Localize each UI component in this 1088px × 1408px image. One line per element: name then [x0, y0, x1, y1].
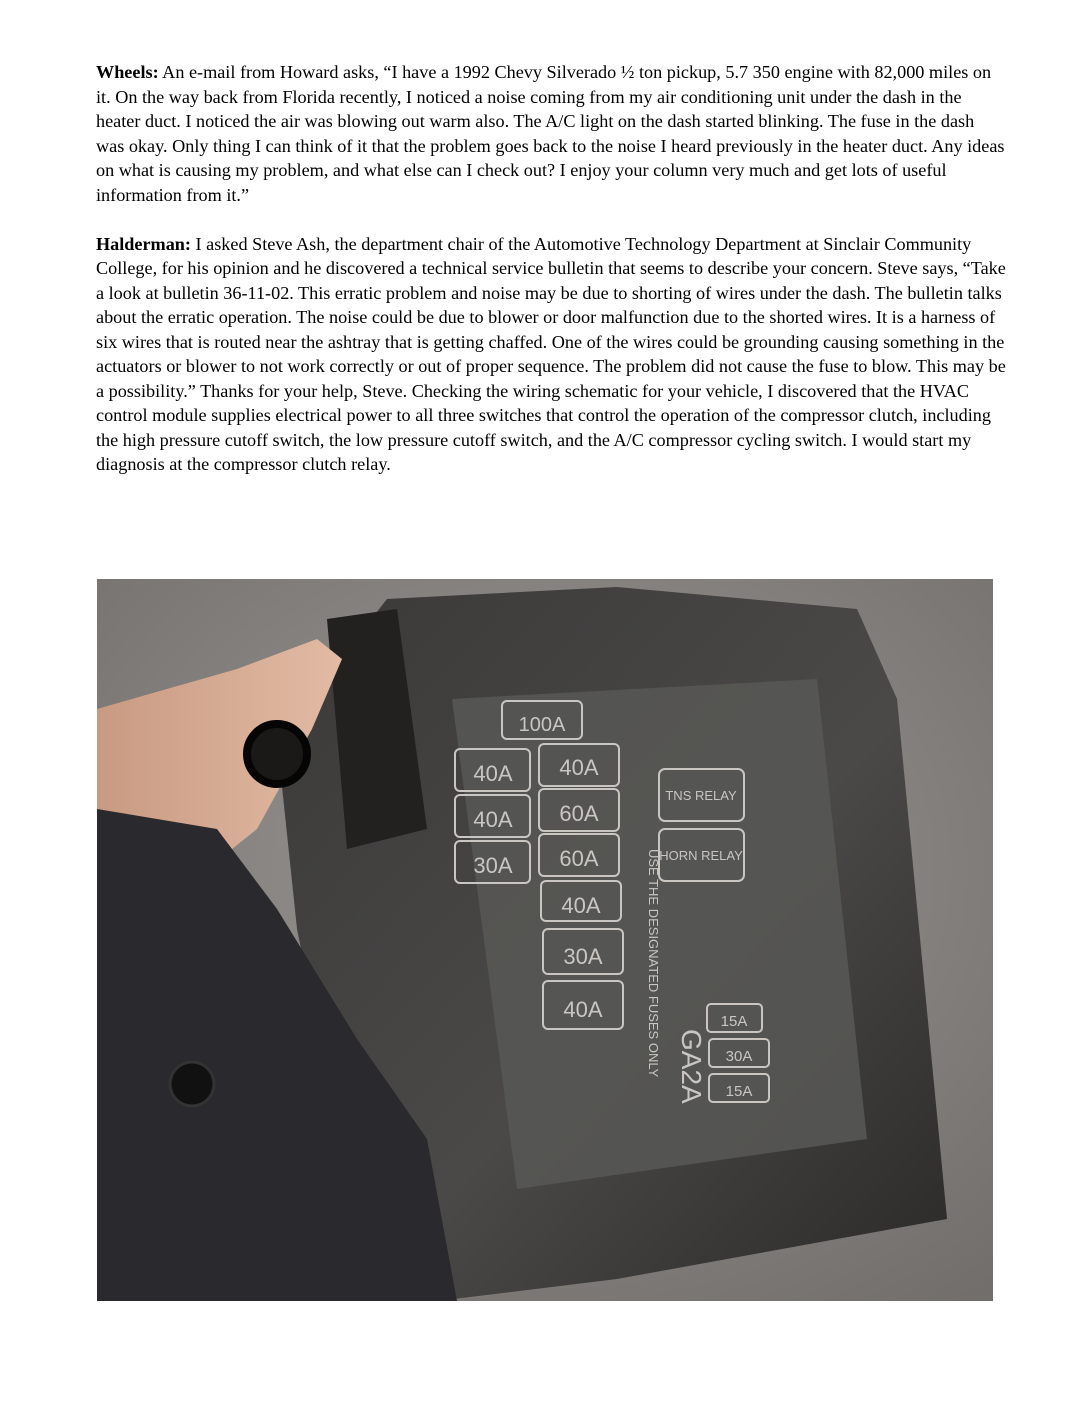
svg-text:100A: 100A — [518, 714, 566, 736]
svg-text:40A: 40A — [473, 761, 513, 786]
cover-grommet — [247, 724, 307, 784]
fuse-box-cover-photo — [97, 579, 993, 1301]
svg-text:GA2A: GA2A — [676, 1029, 707, 1104]
halderman-answer-text: I asked Steve Ash, the department chair of the Automotive Technology Department at Sinclair Community College, for his opinion and he discovered a technical service bulletin that seems to describe your concern. Steve says, “Take a look at bulletin 36-11-02. This erratic problem and noise may be due to shorting of wires under the dash. The bulletin talks about the erratic operation. The noise could be due to blower or door malfunction due to the shorted wires. It is a harness of six wires that is routed near the ashtray that is getting chaffed. One of the wires could be grounding causing something in the actuators or blower to not work correctly or out of proper sequence. The problem did not cause the fuse to blow. This may be a possibility.” Thanks for your help, Steve. Checking the wiring schematic for your vehicle, I discovered that the HVAC control module supplies electrical power to all three switches that control the operation of the compressor clutch, including the high pressure cutoff switch, the low pressure cutoff switch, and the A/C compressor cycling switch. I would start my diagnosis at the compressor clutch relay. — [96, 233, 1006, 474]
svg-text:60A: 60A — [559, 801, 599, 826]
wheels-lead: Wheels: — [96, 62, 159, 82]
svg-text:15A: 15A — [725, 1083, 753, 1100]
svg-text:40A: 40A — [473, 807, 513, 832]
svg-text:40A: 40A — [563, 997, 603, 1022]
svg-text:HORN RELAY: HORN RELAY — [659, 848, 743, 863]
svg-text:60A: 60A — [559, 846, 599, 871]
article-body — [96, 60, 1006, 477]
svg-text:30A: 30A — [563, 944, 603, 969]
wheels-question-text: An e-mail from Howard asks, “I have a 1992 Chevy Silverado ½ ton pickup, 5.7 350 engine with 82,000 miles on it. On the way back from Florida recently, I noticed a noise coming from my air conditioning unit under the dash in the heater duct. I noticed the air was blowing out warm also. The A/C light on the dash started blinking. The fuse in the dash was okay. Only thing I can think of it that the problem goes back to the noise I heard previously in the heater duct. Any ideas on what is causing my problem, and what else can I check out? I enjoy your column very much and get lots of useful information from it.” — [96, 62, 1005, 205]
svg-text:TNS RELAY: TNS RELAY — [665, 788, 737, 803]
svg-text:USE THE DESIGNATED FUSES ONLY: USE THE DESIGNATED FUSES ONLY — [646, 849, 661, 1078]
halderman-paragraph — [96, 232, 1006, 477]
svg-text:40A: 40A — [561, 893, 601, 918]
sleeve-button — [170, 1062, 214, 1106]
svg-text:30A: 30A — [473, 853, 513, 878]
svg-text:30A: 30A — [725, 1048, 753, 1065]
halderman-lead: Halderman: — [96, 233, 191, 254]
wheels-paragraph — [96, 60, 1006, 207]
svg-text:15A: 15A — [720, 1013, 748, 1030]
svg-text:40A: 40A — [559, 755, 599, 780]
